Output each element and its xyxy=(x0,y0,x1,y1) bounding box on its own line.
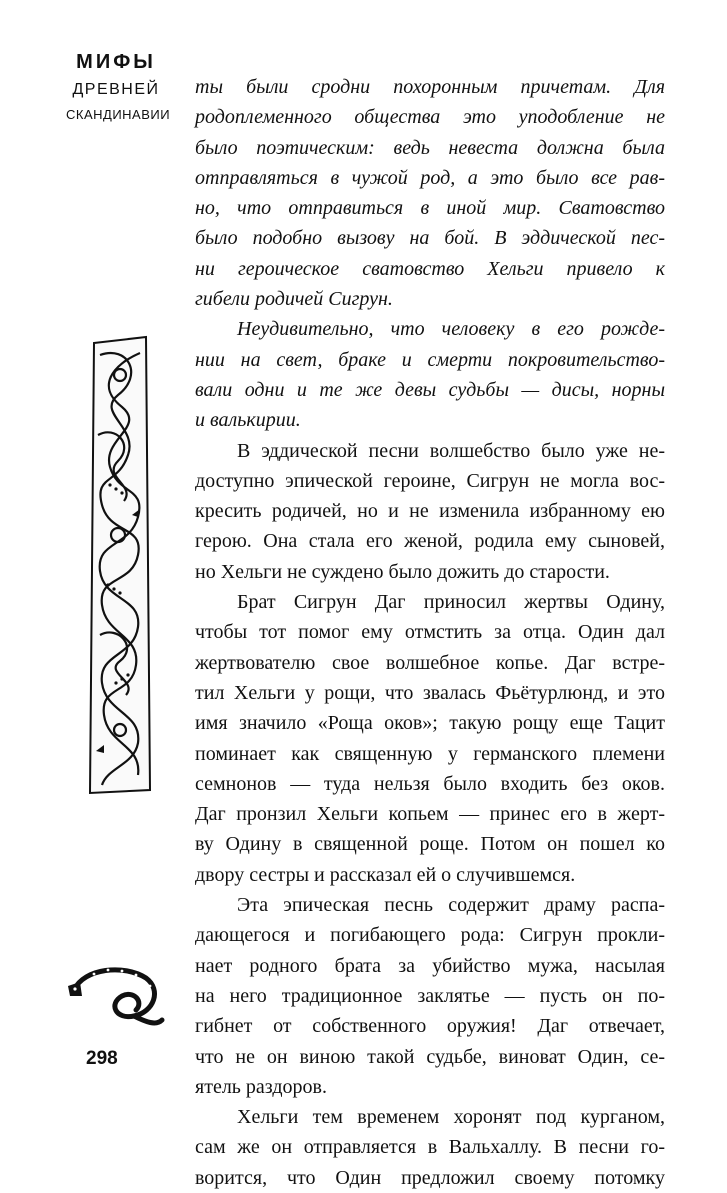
text-line: было поэтическим: ведь невеста должна была xyxy=(195,136,665,159)
text-line: имя значило «Роща оков»; такую рощу еще Тацит xyxy=(195,712,665,735)
running-head xyxy=(66,51,171,122)
running-head-line3: СКАНДИНАВИИ xyxy=(66,107,171,122)
runestone-illustration xyxy=(88,335,152,795)
text-line: ятель раздоров. xyxy=(195,1075,327,1098)
text-line: гибнет от собственного оружия! Даг отвечает, xyxy=(195,1015,665,1038)
text-line: что не он виною такой судьбе, виноват Один, се- xyxy=(195,1045,665,1068)
text-line: сам же он отправляется в Вальхаллу. В песни го- xyxy=(195,1136,665,1159)
text-line: тил Хельги у рощи, что звалась Фьётурлюнд, и это xyxy=(195,681,665,704)
text-line: ни героическое сватовство Хельги привело к xyxy=(195,257,665,280)
text-line: кресить родичей, но и не изменила избранному ею xyxy=(195,500,665,523)
text-line: было подобно вызову на бой. В эддической пес- xyxy=(195,227,665,250)
text-line: чтобы тот помог ему отмстить за отца. Один дал xyxy=(195,621,665,644)
text-line: Эта эпическая песнь содержит драму распа- xyxy=(237,894,665,917)
text-line: герою. Она стала его женой, родила ему сыновей, xyxy=(195,530,665,553)
text-line: Неудивительно, что человеку в его рожде- xyxy=(237,318,665,341)
text-line: гибели родичей Сигрун. xyxy=(195,288,393,311)
text-line: семнонов — туда нельзя было входить без оков. xyxy=(195,772,665,795)
text-line: ты были сродни похоронным причетам. Для xyxy=(195,76,665,98)
text-line: Хельги тем временем хоронят под курганом, xyxy=(237,1106,665,1129)
running-head-title: МИФЫ xyxy=(76,51,156,73)
text-line: поминает как священную у германского племени xyxy=(195,742,665,765)
running-head-line2: ДРЕВНЕЙ xyxy=(72,81,160,98)
text-line: Брат Сигрун Даг приносил жертвы Одину, xyxy=(237,591,665,614)
text-line: ву Одину в священной роще. Потом он пошел ко xyxy=(195,833,665,856)
text-line: нает родного брата за убийство мужа, насылая xyxy=(195,954,665,977)
text-line: отправляться в чужой род, а это было все рав- xyxy=(195,166,665,189)
text-line: двору сестры и рассказал ей о случившемся. xyxy=(195,863,576,886)
page-number: 298 xyxy=(86,1048,118,1069)
text-line: на него традиционное заклятье — пусть он по- xyxy=(195,984,665,1007)
text-line: и валькирии. xyxy=(195,409,301,432)
text-line: дающегося и погибающего рода: Сигрун прокли- xyxy=(195,924,665,947)
serpent-ornament xyxy=(64,960,166,1030)
text-line: В эддической песни волшебство было уже не- xyxy=(237,439,665,462)
text-line: но Хельги не суждено было дожить до старости. xyxy=(195,560,610,583)
text-line: ворится, что Один предложил своему потомку xyxy=(195,1166,665,1189)
text-line: Даг пронзил Хельги копьем — принес его в жерт- xyxy=(195,803,665,826)
text-line: родоплеменного общества это уподобление не xyxy=(195,106,665,129)
text-line: вали одни и те же девы судьбы — дисы, норны xyxy=(195,378,665,401)
text-line: жертвователю свое волшебное копье. Даг встре- xyxy=(195,651,665,674)
body-text xyxy=(195,72,665,1193)
text-line: но, что отправиться в иной мир. Сватовство xyxy=(195,197,665,220)
text-line: нии на свет, браке и смерти покровительство- xyxy=(195,348,665,371)
text-line: доступно эпической героине, Сигрун не могла вос- xyxy=(195,469,665,492)
